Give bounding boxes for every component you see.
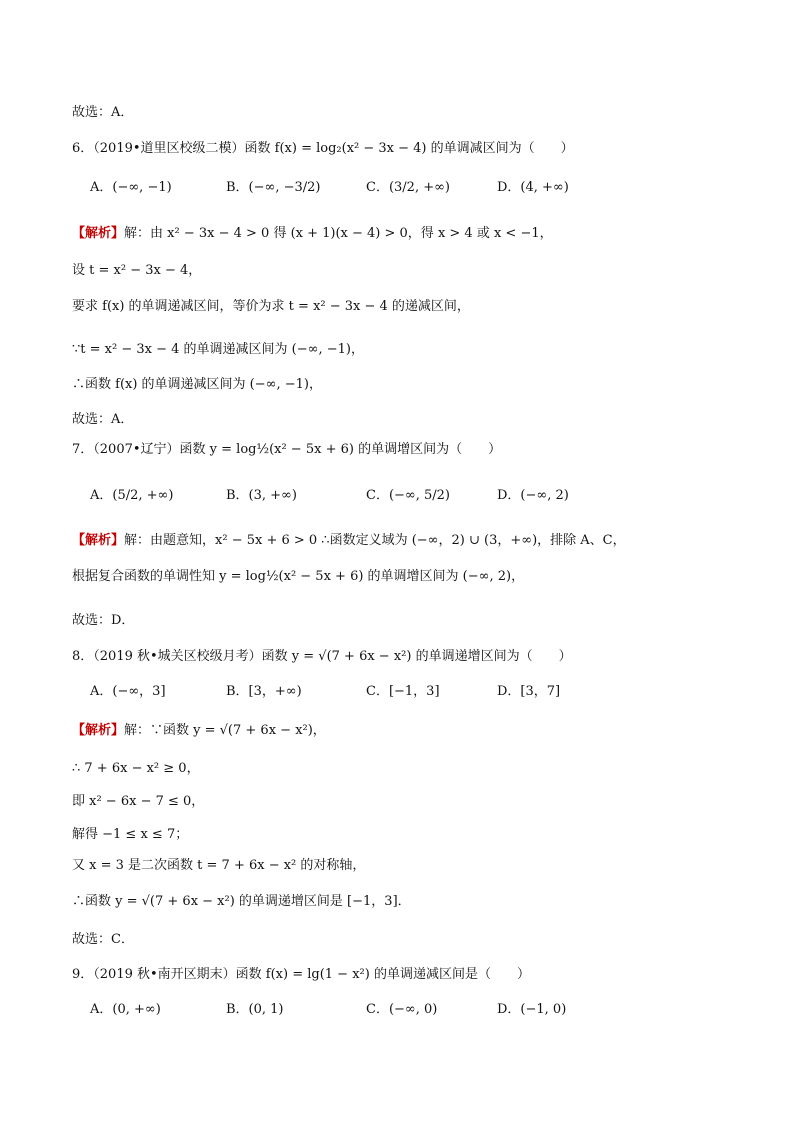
- analysis-text: 解：∵函数 y = √(7 + 6x − x²)，: [124, 723, 326, 738]
- analysis-tag: 【解析】: [72, 533, 125, 548]
- solution-line: 要求 f(x) 的单调递减区间，等价为求 t = x² − 3x − 4 的递减区间，: [72, 299, 470, 314]
- solution-line: ∵t = x² − 3x − 4 的单调递减区间为 (−∞, −1)，: [72, 342, 364, 357]
- choice-c: C．(3/2, +∞): [366, 180, 450, 195]
- analysis-text: 解：由 x² − 3x − 4 > 0 得 (x + 1)(x − 4) > 0，得 x > 4 或 x < −1，: [124, 226, 553, 241]
- answer-line: 故选：A．: [72, 412, 134, 427]
- analysis-line: [72, 532, 754, 550]
- choices-q9: [90, 998, 754, 1022]
- choice-d: D．(−∞, 2): [497, 488, 569, 503]
- choice-d: D．(−1, 0): [497, 1002, 567, 1017]
- question-7: 7．（2007•辽宁）函数 y = log½(x² − 5x + 6) 的单调增区间为（ ）: [72, 442, 502, 457]
- choices-q6: [90, 176, 754, 200]
- answer-line: 故选：D．: [72, 613, 135, 628]
- solution-line: 即 x² − 6x − 7 ≤ 0，: [72, 794, 205, 809]
- choice-a: A．(−∞, −1): [90, 180, 172, 195]
- choice-a: A．(5/2, +∞): [90, 488, 174, 503]
- choice-b: B．(0, 1): [226, 1002, 284, 1017]
- solution-line: ∴ 7 + 6x − x² ≥ 0，: [72, 761, 200, 776]
- question-9: 9．（2019 秋•南开区期末）函数 f(x) = lg(1 − x²) 的单调递减区间是（ ）: [72, 967, 530, 982]
- solution-line: 设 t = x² − 3x − 4，: [72, 263, 202, 278]
- analysis-tag: 【解析】: [72, 723, 125, 738]
- choices-q8: [90, 680, 754, 704]
- solution-line: 根据复合函数的单调性知 y = log½(x² − 5x + 6) 的单调增区间为 (−∞, 2)，: [72, 569, 525, 584]
- choice-a: A．(0, +∞): [90, 1002, 161, 1017]
- answer-line: 故选：A．: [72, 105, 134, 120]
- question-6: 6．（2019•道里区校级二模）函数 f(x) = log₂(x² − 3x − 4) 的单调减区间为（ ）: [72, 141, 574, 156]
- analysis-line: [72, 722, 754, 740]
- solution-line: 又 x = 3 是二次函数 t = 7 + 6x − x² 的对称轴，: [72, 858, 366, 873]
- choice-d: D．[3，7]: [497, 684, 561, 699]
- choices-q7: [90, 484, 754, 508]
- question-8: 8．（2019 秋•城关区校级月考）函数 y = √(7 + 6x − x²) 的单调递增区间为（ ）: [72, 649, 572, 664]
- choice-b: B．(3, +∞): [226, 488, 297, 503]
- analysis-line: [72, 225, 754, 243]
- solution-line: ∴函数 y = √(7 + 6x − x²) 的单调递增区间是 [−1，3]．: [72, 894, 411, 909]
- choice-c: C．(−∞, 5/2): [366, 488, 450, 503]
- solution-line: 解得 −1 ≤ x ≤ 7；: [72, 827, 189, 842]
- choice-c: C．[−1，3]: [366, 684, 440, 699]
- analysis-text: 解：由题意知，x² − 5x + 6 > 0 ∴函数定义域为 (−∞，2) ∪ (3，+∞)，排除 A、C，: [124, 533, 626, 548]
- choice-a: A．(−∞，3]: [90, 684, 166, 699]
- choice-b: B．(−∞, −3/2): [226, 180, 321, 195]
- choice-d: D．(4, +∞): [497, 180, 569, 195]
- choice-c: C．(−∞, 0): [366, 1002, 438, 1017]
- choice-b: B．[3，+∞): [226, 684, 302, 699]
- answer-line: 故选：C．: [72, 932, 134, 947]
- analysis-tag: 【解析】: [72, 226, 125, 241]
- solution-line: ∴函数 f(x) 的单调递减区间为 (−∞, −1)，: [72, 377, 322, 392]
